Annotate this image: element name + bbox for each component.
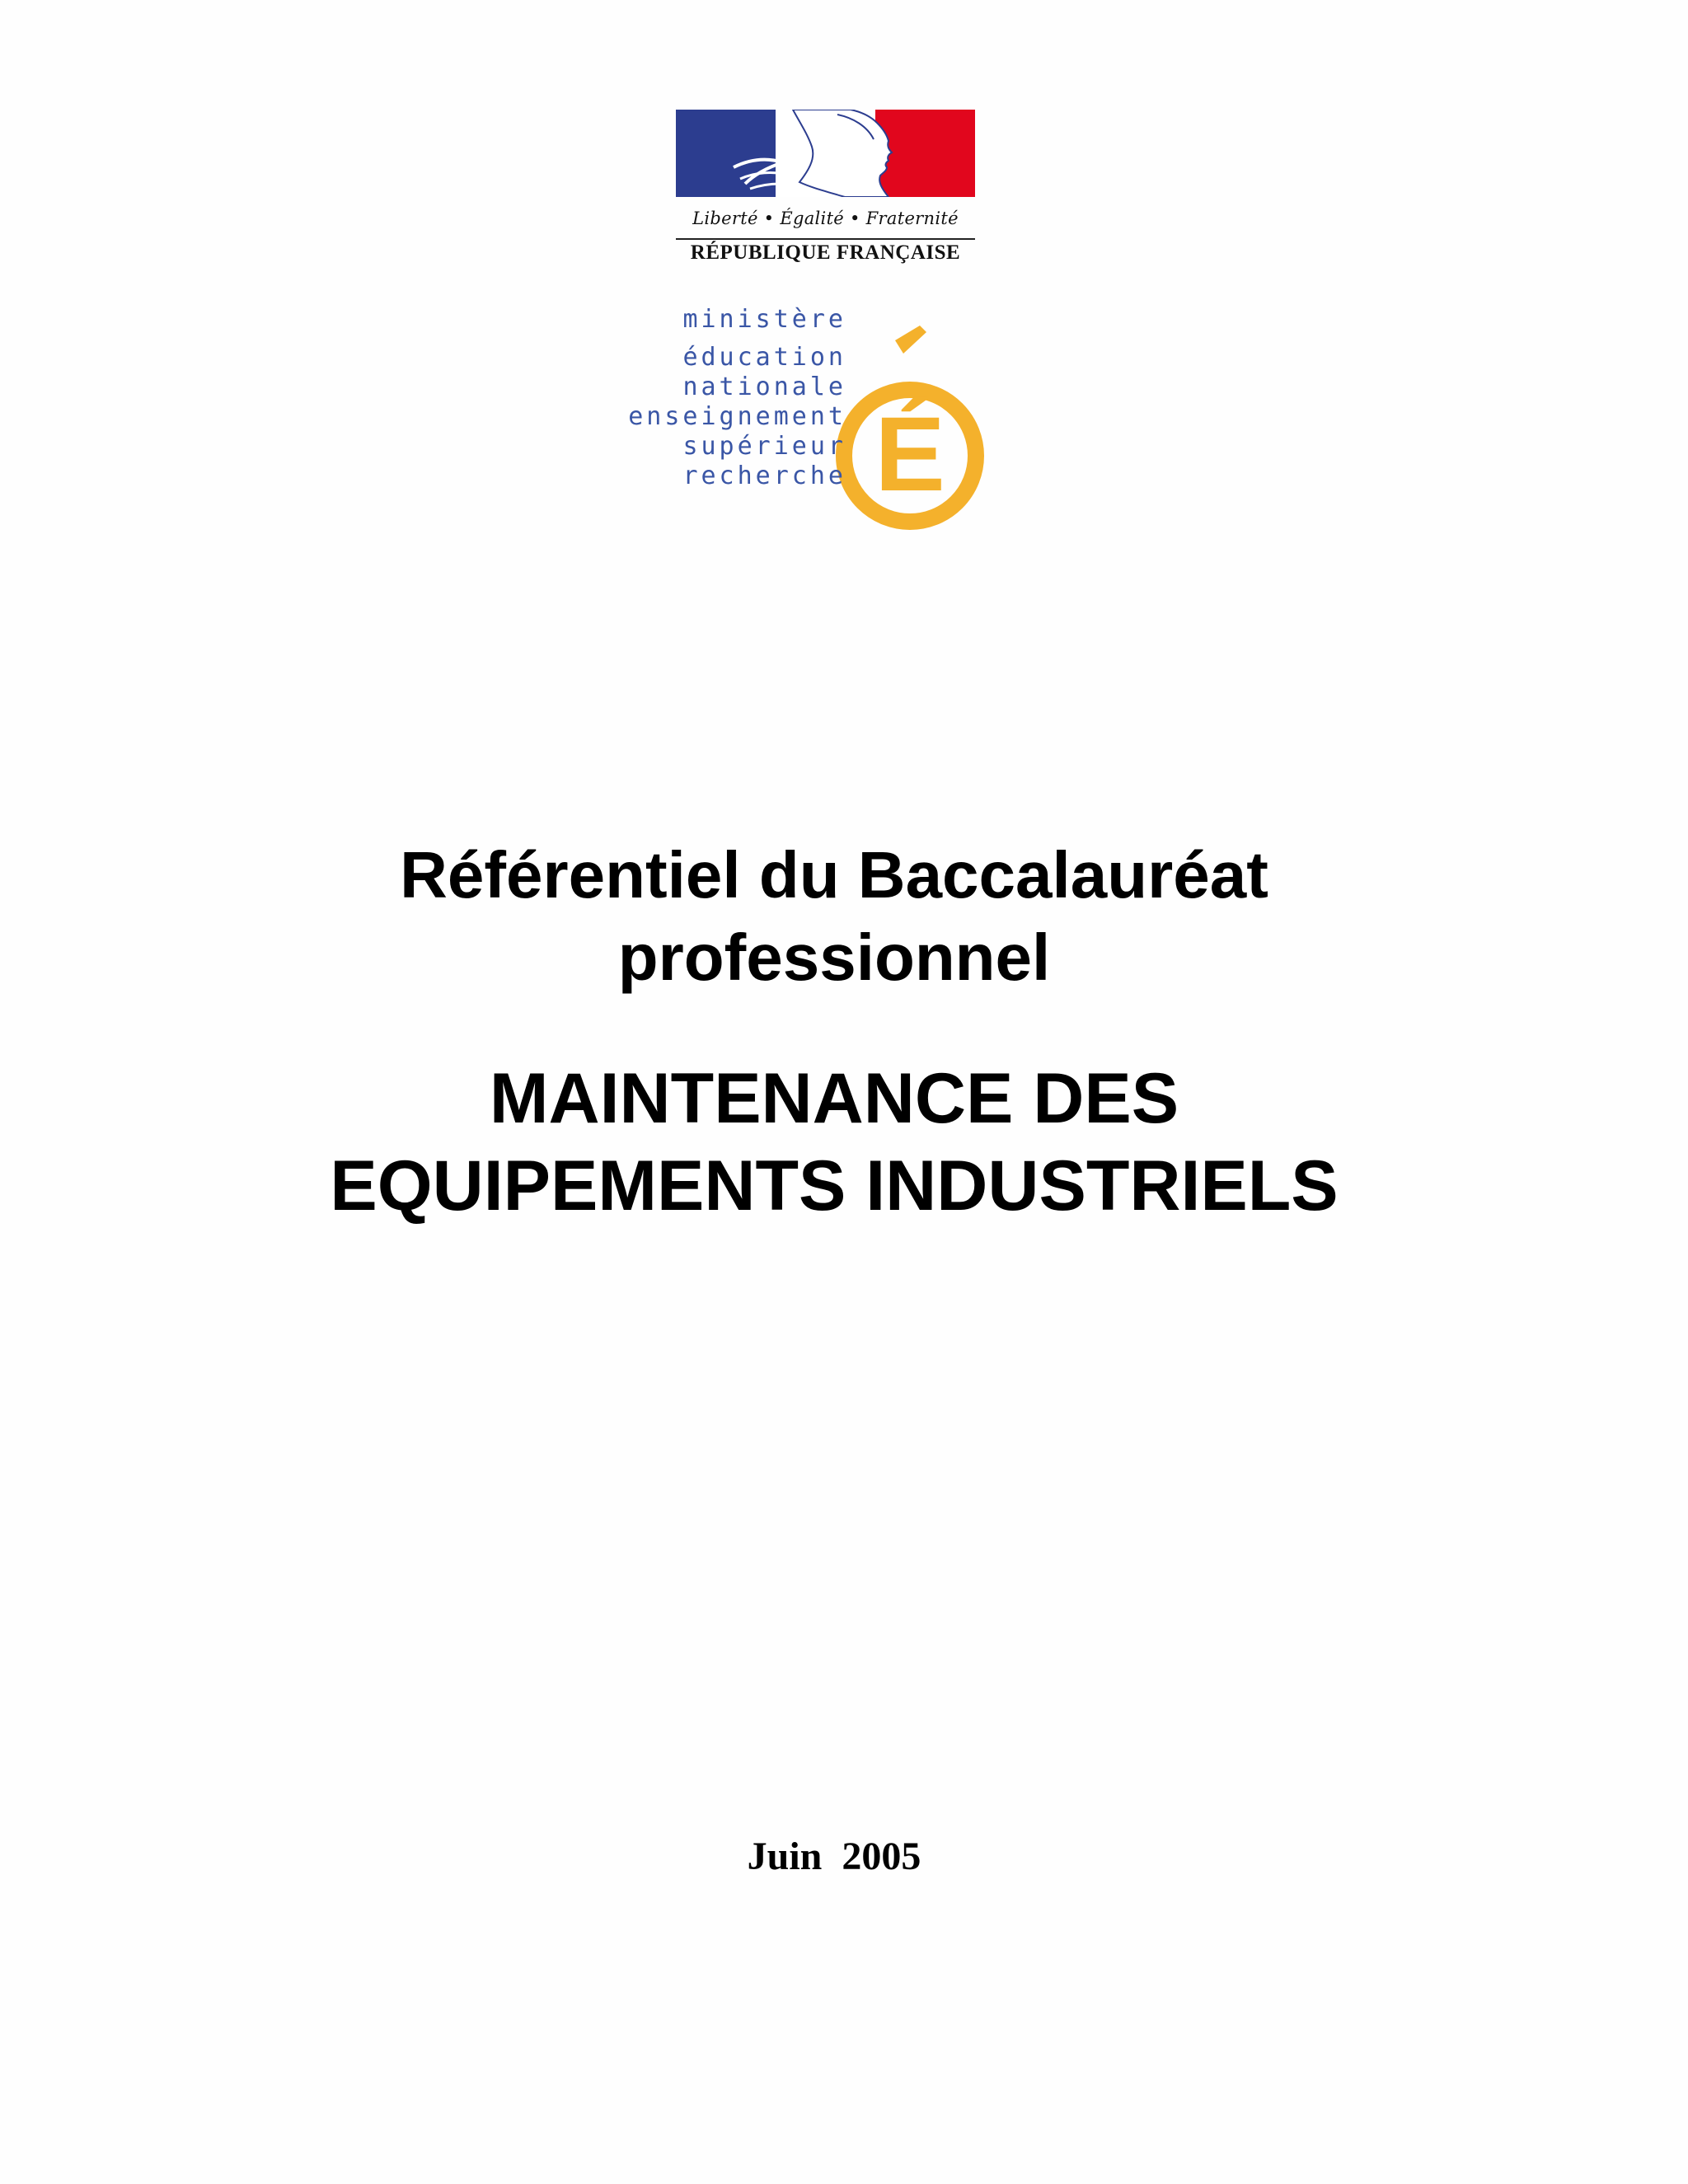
medal-letter: É: [874, 396, 945, 513]
republique-motto: Liberté • Égalité • Fraternité: [692, 209, 959, 228]
title-line: EQUIPEMENTS INDUSTRIELS: [330, 1146, 1339, 1226]
ministere-line: recherche: [682, 462, 846, 490]
republique-name: RÉPUBLIQUE FRANÇAISE: [690, 241, 961, 264]
document-subtitle: [165, 834, 1503, 999]
ministere-wordmark: [628, 305, 846, 491]
ministere-line: supérieur: [682, 432, 846, 461]
subtitle-line: professionnel: [617, 921, 1051, 994]
document-date: Juin 2005: [747, 1835, 921, 1878]
e-accent-medal-icon: [824, 326, 989, 532]
ministere-line: enseignement: [628, 402, 846, 431]
republique-francaise-logo: [676, 110, 977, 270]
title-line: MAINTENANCE DES: [489, 1059, 1179, 1138]
subtitle-line: Référentiel du Baccalauréat: [400, 838, 1268, 912]
ministere-line: ministère: [682, 305, 846, 334]
document-title: [165, 1055, 1503, 1230]
ministere-line: éducation: [682, 343, 846, 372]
marianne-flag-icon: [676, 110, 975, 197]
ministere-education-logo: [628, 297, 993, 536]
ministere-line: nationale: [682, 373, 846, 401]
logo-divider: [676, 238, 975, 240]
